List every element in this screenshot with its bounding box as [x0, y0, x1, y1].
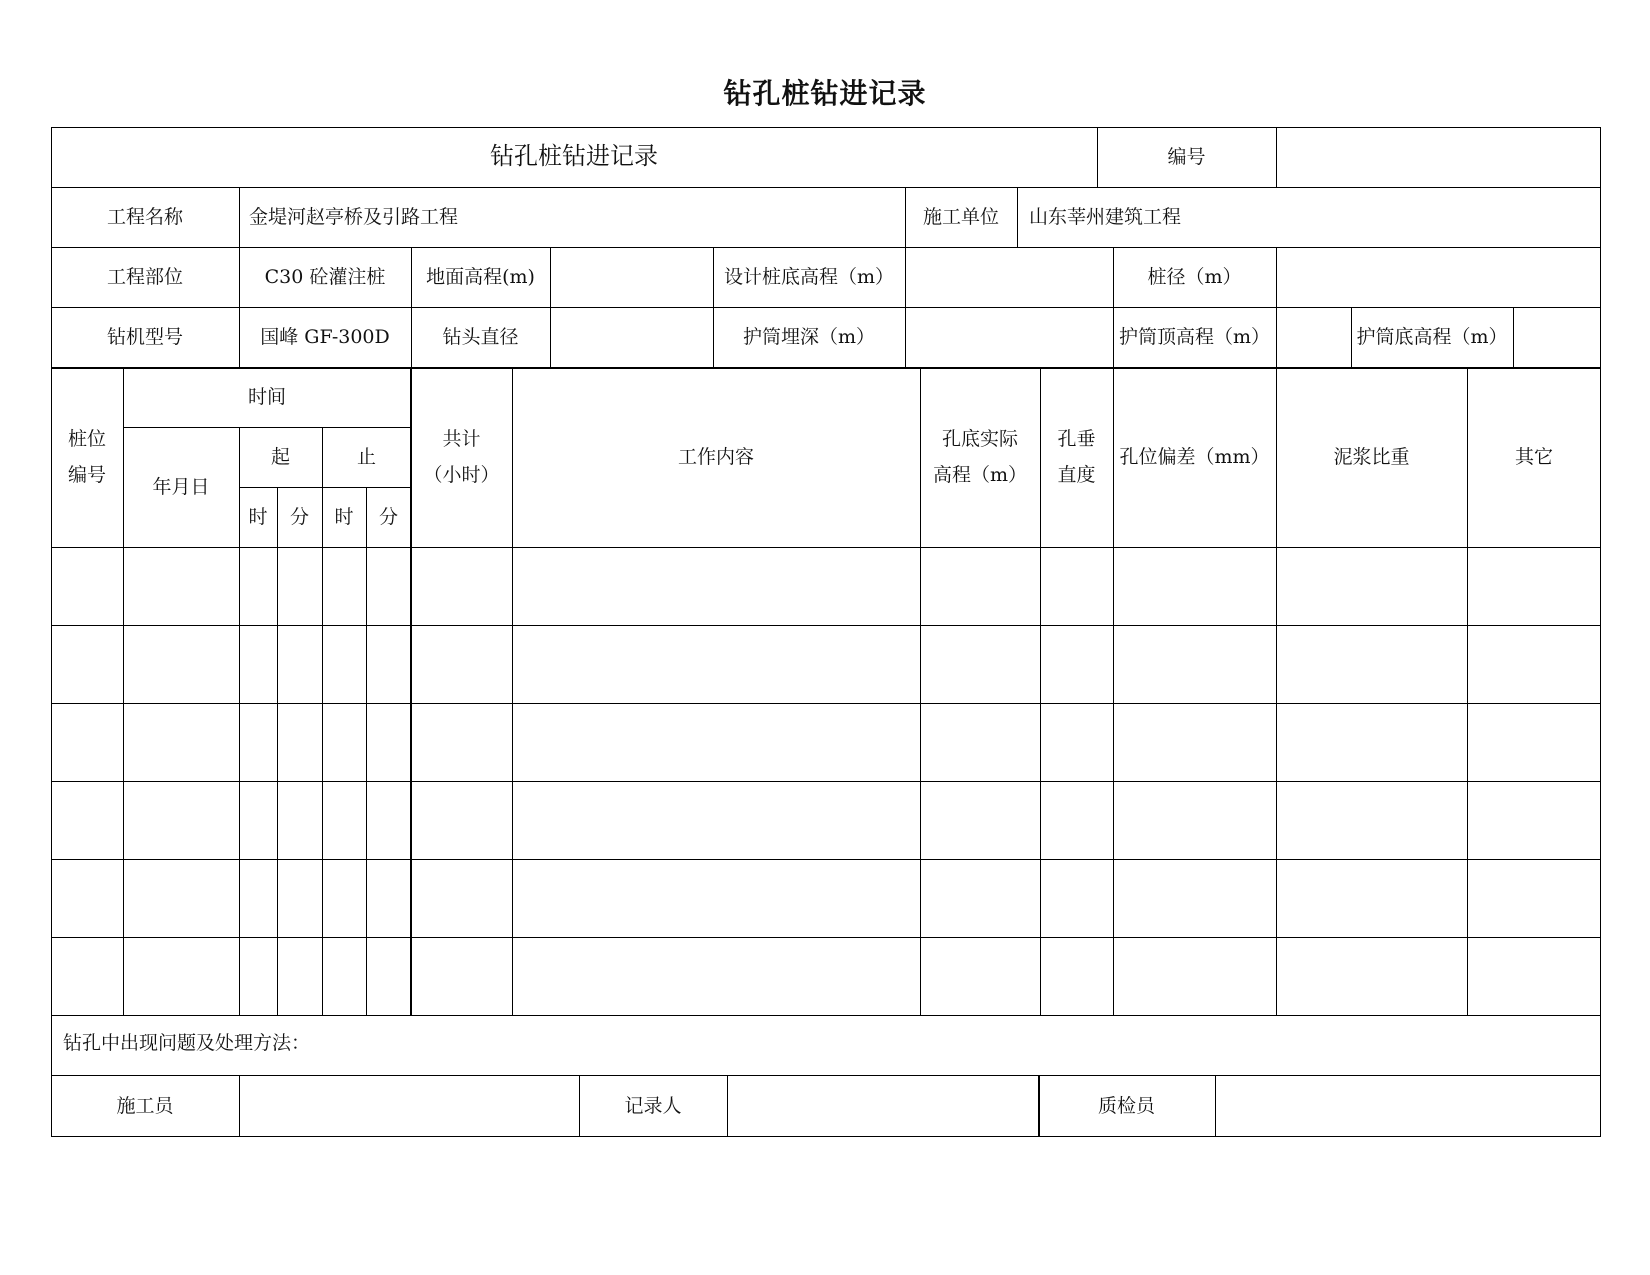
col-header-end-minute: 分 [378, 505, 398, 528]
row-cell-position-deviation[interactable] [1113, 937, 1276, 1015]
row-cell-pile-no[interactable] [51, 859, 123, 937]
col-header-hole-bottom-line1: 孔底实际 [941, 427, 1018, 450]
row-cell-other[interactable] [1467, 547, 1601, 625]
row-cell-end-hour[interactable] [322, 547, 366, 625]
row-cell-mud-density[interactable] [1276, 547, 1467, 625]
part-value[interactable]: C30 砼灌注桩 [264, 265, 386, 288]
row-cell-start-minute[interactable] [277, 547, 322, 625]
row-cell-total-hours[interactable] [411, 703, 512, 781]
casing-bottom-elevation-label: 护筒底高程（m） [1356, 325, 1508, 348]
row-cell-end-minute[interactable] [366, 625, 411, 703]
recorder-label: 记录人 [624, 1094, 682, 1117]
row-cell-work-content[interactable] [512, 625, 920, 703]
rig-model-label: 钻机型号 [106, 325, 183, 348]
row-cell-end-hour[interactable] [322, 859, 366, 937]
table-title: 钻孔桩钻进记录 [490, 142, 658, 171]
col-header-hole-bottom-line2: 高程（m） [932, 464, 1028, 486]
row-cell-work-content[interactable] [512, 547, 920, 625]
row-cell-hole-bottom-elevation[interactable] [920, 781, 1040, 859]
row-cell-mud-density[interactable] [1276, 703, 1467, 781]
project-name-label: 工程名称 [106, 205, 183, 228]
row-cell-position-deviation[interactable] [1113, 781, 1276, 859]
row-cell-work-content[interactable] [512, 859, 920, 937]
col-header-total-line2: （小时） [423, 464, 500, 486]
row-cell-other[interactable] [1467, 781, 1601, 859]
row-cell-pile-no[interactable] [51, 937, 123, 1015]
row-cell-verticality[interactable] [1040, 937, 1113, 1015]
casing-bottom-elevation-field[interactable] [1513, 307, 1601, 367]
ground-elevation-field[interactable] [550, 247, 713, 307]
col-header-verticality-line2: 直度 [1057, 464, 1096, 486]
row-cell-mud-density[interactable] [1276, 781, 1467, 859]
col-header-mud-density: 泥浆比重 [1333, 445, 1410, 468]
inspector-label: 质检员 [1097, 1094, 1155, 1117]
inspector-signature-field[interactable] [1215, 1075, 1601, 1137]
col-header-pile-no-line2: 编号 [67, 464, 106, 486]
row-cell-hole-bottom-elevation[interactable] [920, 625, 1040, 703]
col-header-total-hours [411, 367, 512, 547]
row-cell-start-minute[interactable] [277, 937, 322, 1015]
row-cell-other[interactable] [1467, 859, 1601, 937]
row-cell-start-hour[interactable] [239, 781, 277, 859]
casing-top-elevation-field[interactable] [1276, 307, 1351, 367]
design-bottom-elevation-field[interactable] [905, 247, 1113, 307]
col-header-start-minute: 分 [289, 505, 309, 528]
row-cell-end-hour[interactable] [322, 703, 366, 781]
col-header-hole-bottom-elevation [920, 367, 1040, 547]
row-cell-end-minute[interactable] [366, 937, 411, 1015]
row-cell-end-minute[interactable] [366, 859, 411, 937]
col-header-total-line1: 共计 [442, 427, 481, 450]
row-cell-work-content[interactable] [512, 703, 920, 781]
casing-depth-field[interactable] [905, 307, 1113, 367]
col-header-end: 止 [356, 445, 376, 468]
row-cell-start-minute[interactable] [277, 703, 322, 781]
code-field[interactable] [1276, 127, 1601, 187]
recorder-signature-field[interactable] [727, 1075, 1038, 1137]
builder-label: 施工员 [116, 1094, 174, 1117]
casing-depth-label: 护筒埋深（m） [742, 325, 876, 348]
row-cell-verticality[interactable] [1040, 625, 1113, 703]
row-cell-mud-density[interactable] [1276, 937, 1467, 1015]
row-cell-verticality[interactable] [1040, 547, 1113, 625]
col-header-end-hour: 时 [334, 505, 354, 528]
row-cell-end-hour[interactable] [322, 937, 366, 1015]
row-cell-verticality[interactable] [1040, 781, 1113, 859]
col-header-start: 起 [270, 445, 290, 468]
row-cell-date[interactable] [123, 937, 239, 1015]
document-title: 钻孔桩钻进记录 [723, 77, 927, 110]
row-cell-total-hours[interactable] [411, 625, 512, 703]
row-cell-total-hours[interactable] [411, 547, 512, 625]
row-cell-date[interactable] [123, 703, 239, 781]
row-cell-total-hours[interactable] [411, 937, 512, 1015]
row-cell-hole-bottom-elevation[interactable] [920, 859, 1040, 937]
col-header-start-hour: 时 [248, 505, 268, 528]
row-cell-other[interactable] [1467, 625, 1601, 703]
row-cell-start-minute[interactable] [277, 859, 322, 937]
contractor-value[interactable]: 山东莘州建筑工程 [1029, 205, 1182, 228]
pile-diameter-field[interactable] [1276, 247, 1601, 307]
part-label: 工程部位 [106, 265, 183, 288]
row-cell-mud-density[interactable] [1276, 859, 1467, 937]
row-cell-start-minute[interactable] [277, 625, 322, 703]
row-cell-pile-no[interactable] [51, 547, 123, 625]
row-cell-pile-no[interactable] [51, 625, 123, 703]
row-cell-start-hour[interactable] [239, 547, 277, 625]
row-cell-pile-no[interactable] [51, 781, 123, 859]
row-cell-position-deviation[interactable] [1113, 703, 1276, 781]
col-header-other: 其它 [1514, 445, 1553, 468]
row-cell-verticality[interactable] [1040, 703, 1113, 781]
row-cell-start-hour[interactable] [239, 703, 277, 781]
row-cell-hole-bottom-elevation[interactable] [920, 547, 1040, 625]
row-cell-start-hour[interactable] [239, 937, 277, 1015]
problems-remarks[interactable]: 钻孔中出现问题及处理方法： [63, 1032, 311, 1054]
pile-diameter-label: 桩径（m） [1147, 265, 1242, 288]
row-cell-date[interactable] [123, 625, 239, 703]
col-header-date: 年月日 [152, 475, 210, 498]
project-name-value[interactable]: 金堤河赵亭桥及引路工程 [249, 205, 459, 228]
row-cell-work-content[interactable] [512, 781, 920, 859]
row-cell-mud-density[interactable] [1276, 625, 1467, 703]
row-cell-total-hours[interactable] [411, 859, 512, 937]
row-cell-position-deviation[interactable] [1113, 859, 1276, 937]
row-cell-other[interactable] [1467, 703, 1601, 781]
col-header-time: 时间 [247, 385, 286, 408]
row-cell-end-hour[interactable] [322, 781, 366, 859]
col-header-verticality-line1: 孔垂 [1057, 427, 1096, 450]
row-cell-date[interactable] [123, 859, 239, 937]
row-cell-start-hour[interactable] [239, 859, 277, 937]
casing-top-elevation-label: 护筒顶高程（m） [1118, 325, 1271, 348]
row-cell-end-minute[interactable] [366, 703, 411, 781]
contractor-label: 施工单位 [922, 205, 999, 228]
design-bottom-elevation-label: 设计桩底高程（m） [723, 265, 895, 288]
bit-diameter-field[interactable] [550, 307, 713, 367]
row-cell-end-minute[interactable] [366, 547, 411, 625]
row-cell-hole-bottom-elevation[interactable] [920, 703, 1040, 781]
col-header-pile-no-line1: 桩位 [67, 427, 106, 450]
bit-diameter-label: 钻头直径 [442, 325, 519, 348]
row-cell-date[interactable] [123, 547, 239, 625]
row-cell-total-hours[interactable] [411, 781, 512, 859]
ground-elevation-label: 地面高程(m) [426, 265, 535, 288]
row-cell-date[interactable] [123, 781, 239, 859]
row-cell-other[interactable] [1467, 937, 1601, 1015]
rig-model-value[interactable]: 国峰 GF-300D [260, 325, 390, 348]
row-cell-start-hour[interactable] [239, 625, 277, 703]
row-cell-position-deviation[interactable] [1113, 547, 1276, 625]
row-cell-work-content[interactable] [512, 937, 920, 1015]
row-cell-end-hour[interactable] [322, 625, 366, 703]
row-cell-verticality[interactable] [1040, 859, 1113, 937]
col-header-position-deviation: 孔位偏差（mm） [1119, 445, 1270, 468]
builder-signature-field[interactable] [239, 1075, 579, 1137]
col-header-verticality [1040, 367, 1113, 547]
col-header-work-content: 工作内容 [677, 445, 754, 468]
row-cell-start-minute[interactable] [277, 781, 322, 859]
row-cell-end-minute[interactable] [366, 781, 411, 859]
code-label: 编号 [1167, 145, 1206, 168]
row-cell-hole-bottom-elevation[interactable] [920, 937, 1040, 1015]
row-cell-pile-no[interactable] [51, 703, 123, 781]
row-cell-position-deviation[interactable] [1113, 625, 1276, 703]
col-header-pile-no [51, 367, 123, 547]
